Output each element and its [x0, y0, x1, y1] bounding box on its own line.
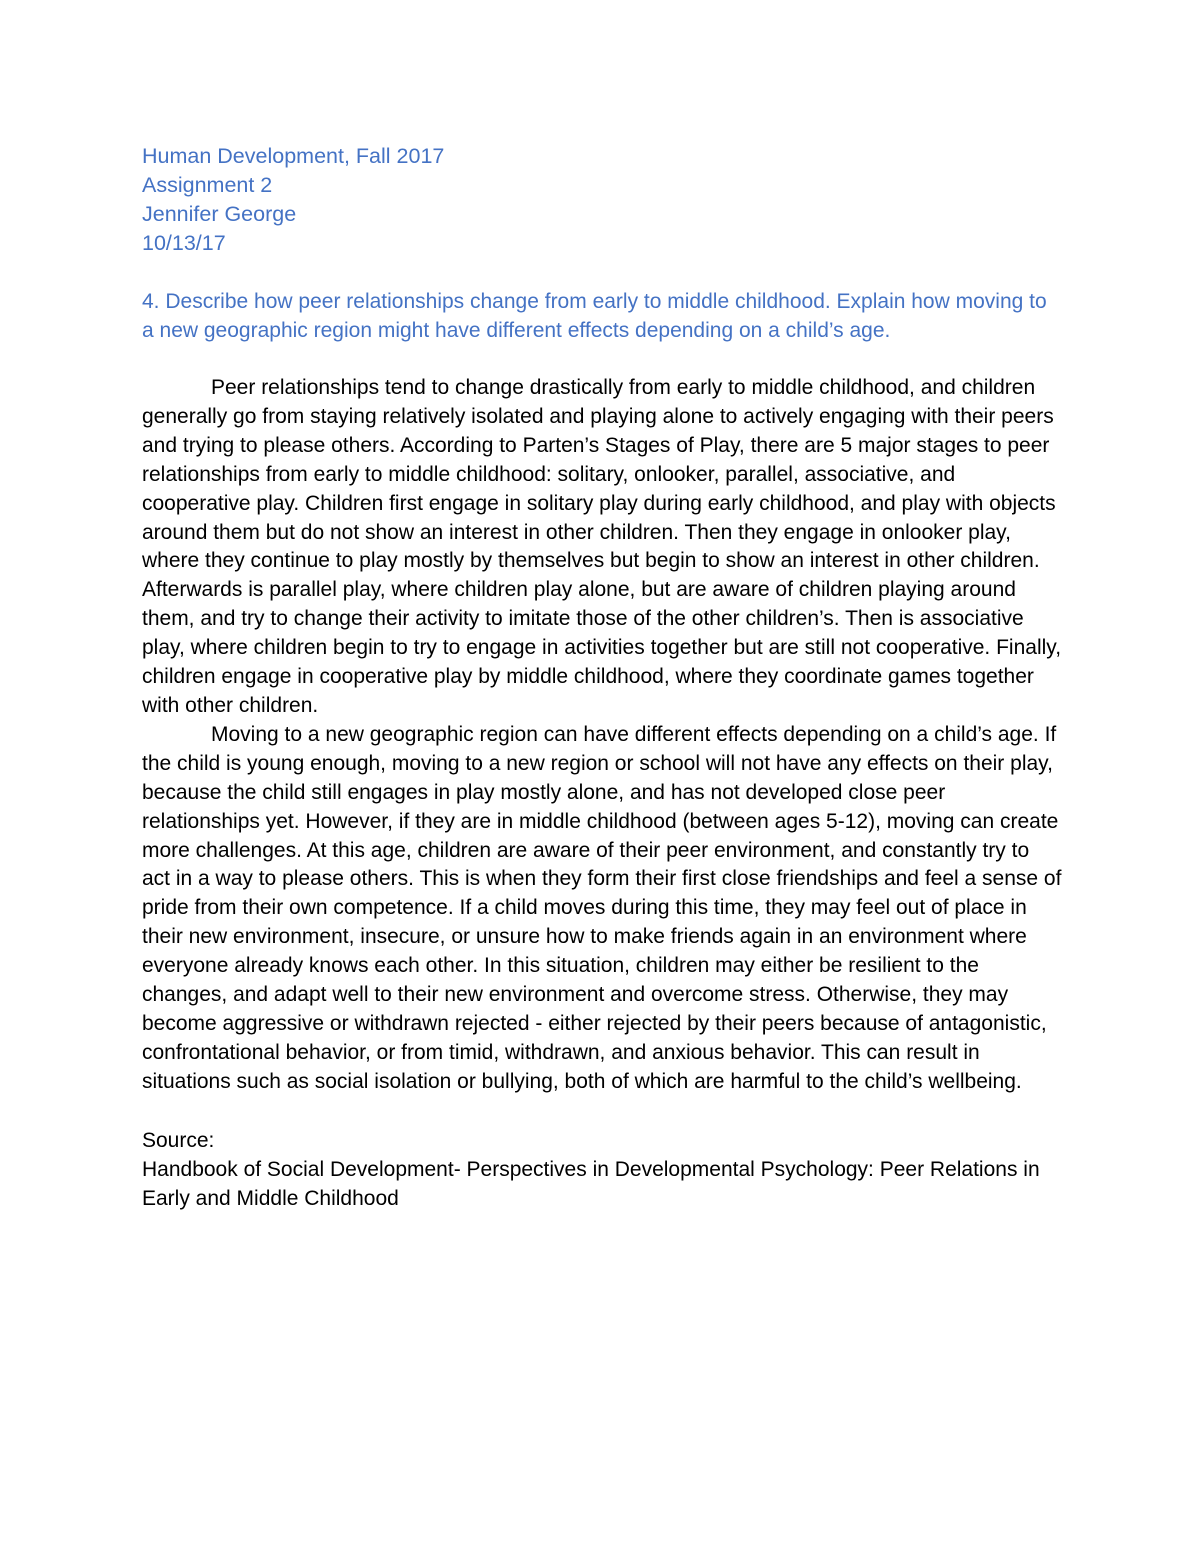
body-paragraph-1: Peer relationships tend to change drastically from early to middle childhood, and children generally go from staying relatively isolated and playing alone to actively engaging with their peers and trying to please others. According to Parten’s Stages of Play, there are 5 major stages to peer relationships from early to middle childhood: solitary, onlooker, parallel, associative, and cooperative play. Children first engage in solitary play during early childhood, and play with objects around them but do not show an interest in other children. Then they engage in onlooker play, where they continue to play mostly by themselves but begin to show an interest in other children. Afterwards is parallel play, where children play alone, but are aware of children playing around them, and try to change their activity to imitate those of the other children’s. Then is associative play, where children begin to try to engage in activities together but are still not cooperative. Finally, children engage in cooperative play by middle childhood, where they coordinate games together with other children. [142, 376, 1062, 717]
source-citation: Handbook of Social Development- Perspectives in Developmental Psychology: Peer Relations in Early and Middle Childhood [142, 1157, 1040, 1210]
course-title: Human Development, Fall 2017 [142, 144, 445, 168]
question-prompt: 4. Describe how peer relationships change from early to middle childhood. Explain how moving to a new geographic region might have different effects depending on a child’s age. [142, 290, 1047, 342]
source-label: Source: [142, 1128, 215, 1152]
assignment-label: Assignment 2 [142, 173, 273, 197]
document-date: 10/13/17 [142, 231, 226, 255]
document-content [142, 142, 1062, 1213]
author-name: Jennifer George [142, 202, 297, 226]
body-paragraph-2: Moving to a new geographic region can have different effects depending on a child’s age. If the child is young enough, moving to a new region or school will not have any effects on their play, because the child still engages in play mostly alone, and has not developed close peer relationships yet. However, if they are in middle childhood (between ages 5-12), moving can create more challenges. At this age, children are aware of their peer environment, and constantly try to act in a way to please others. This is when they form their first close friendships and feel a sense of pride from their own competence. If a child moves during this time, they may feel out of place in their new environment, insecure, or unsure how to make friends again in an environment where everyone already knows each other. In this situation, children may either be resilient to the changes, and adapt well to their new environment and overcome stress. Otherwise, they may become aggressive or withdrawn rejected - either rejected by their peers because of antagonistic, confrontational behavior, or from timid, withdrawn, and anxious behavior. This can result in situations such as social isolation or bullying, both of which are harmful to the child’s wellbeing. [142, 722, 1062, 1093]
